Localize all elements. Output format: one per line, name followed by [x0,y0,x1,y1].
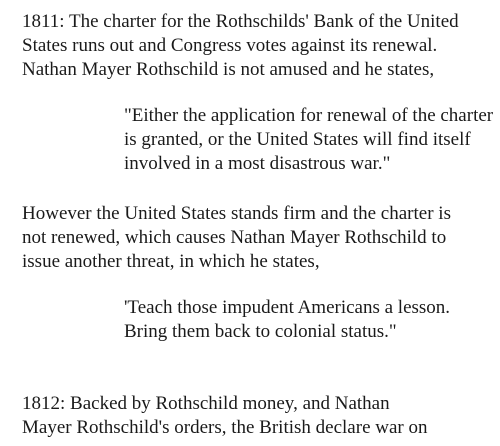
text-line: issue another threat, in which he states, [22,251,320,272]
text-line: States runs out and Congress votes against its renewal. [22,35,438,56]
text-line: 1811: The charter for the Rothschilds' Bank of the United [22,11,459,32]
paragraph-1811-intro [22,10,484,82]
text-line: Nathan Mayer Rothschild is not amused and he states, [22,59,435,80]
text-line: 1812: Backed by Rothschild money, and Nathan [22,393,390,414]
text-line: Bring them back to colonial status." [124,321,397,342]
text-line: involved in a most disastrous war." [124,153,391,174]
text-line: Mayer Rothschild's orders, the British declare war on [22,417,428,438]
text-line: is granted, or the United States will find itself [124,129,471,150]
quote-renewal-threat [124,104,494,176]
paragraph-1812-entry [22,392,484,440]
text-line: 'Teach those impudent Americans a lesson. [124,297,451,318]
text-line: However the United States stands firm and the charter is [22,203,451,224]
paragraph-charter-not-renewed [22,202,484,274]
text-line: "Either the application for renewal of the charter [124,105,494,126]
text-line: not renewed, which causes Nathan Mayer Rothschild to [22,227,447,248]
quote-colonial-status [124,296,484,344]
